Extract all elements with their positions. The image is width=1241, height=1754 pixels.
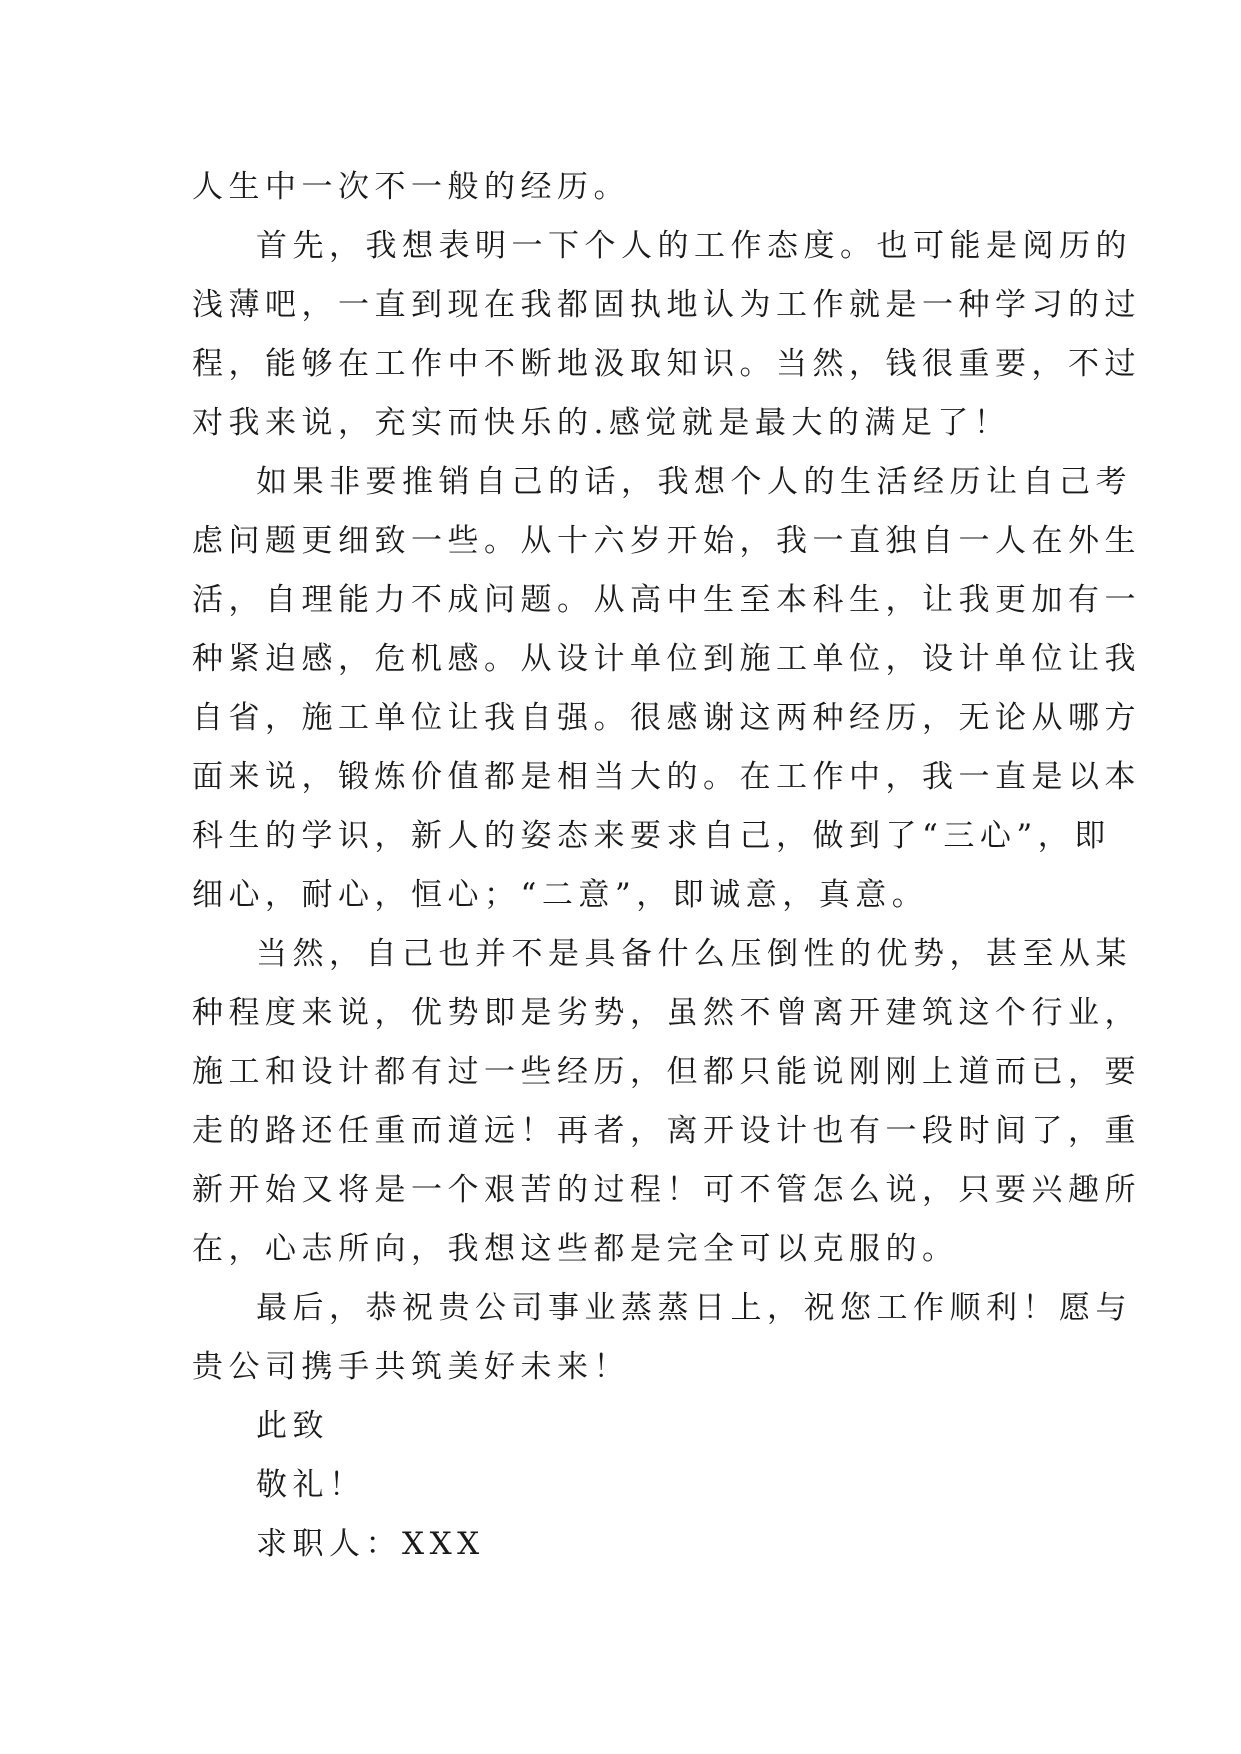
text-line: 种紧迫感，危机感。从设计单位到施工单位，设计单位让我 [192, 641, 1141, 677]
text-line: 在，心志所向，我想这些都是完全可以克服的。 [192, 1231, 959, 1267]
text-line: 施工和设计都有过一些经历，但都只能说刚刚上道而已，要 [192, 1054, 1141, 1090]
text-line: 首先，我想表明一下个人的工作态度。也可能是阅历的 [256, 228, 1132, 264]
text-line: 如果非要推销自己的话，我想个人的生活经历让自己考 [256, 464, 1132, 500]
text-line: 新开始又将是一个艰苦的过程！可不管怎么说，只要兴趣所 [192, 1172, 1141, 1208]
text-line: 浅薄吧，一直到现在我都固执地认为工作就是一种学习的过 [192, 287, 1141, 323]
text-line: 人生中一次不一般的经历。 [192, 169, 630, 205]
text-line: 面来说，锻炼价值都是相当大的。在工作中，我一直是以本 [192, 759, 1141, 795]
text-line: 求职人：XXX [256, 1526, 485, 1562]
text-line: 贵公司携手共筑美好未来！ [192, 1349, 630, 1385]
letter-body [192, 158, 1141, 1574]
text-line: 程，能够在工作中不断地汲取知识。当然，钱很重要，不过 [192, 346, 1141, 382]
text-line: 对我来说，充实而快乐的.感觉就是最大的满足了！ [192, 405, 1011, 441]
text-line: 当然，自己也并不是具备什么压倒性的优势，甚至从某 [256, 936, 1132, 972]
text-line: 细心，耐心，恒心；“二意”，即诚意，真意。 [192, 877, 929, 913]
text-line: 最后，恭祝贵公司事业蒸蒸日上，祝您工作顺利！愿与 [256, 1290, 1132, 1326]
text-line: 此致 [256, 1408, 329, 1444]
text-line: 虑问题更细致一些。从十六岁开始，我一直独自一人在外生 [192, 523, 1141, 559]
text-line: 自省，施工单位让我自强。很感谢这两种经历，无论从哪方 [192, 700, 1141, 736]
text-line: 科生的学识，新人的姿态来要求自己，做到了“三心”，即 [192, 818, 1111, 854]
text-line: 活，自理能力不成问题。从高中生至本科生，让我更加有一 [192, 582, 1141, 618]
text-line: 种程度来说，优势即是劣势，虽然不曾离开建筑这个行业， [192, 995, 1141, 1031]
text-line: 敬礼！ [256, 1467, 366, 1503]
text-line: 走的路还任重而道远！再者，离开设计也有一段时间了，重 [192, 1113, 1141, 1149]
